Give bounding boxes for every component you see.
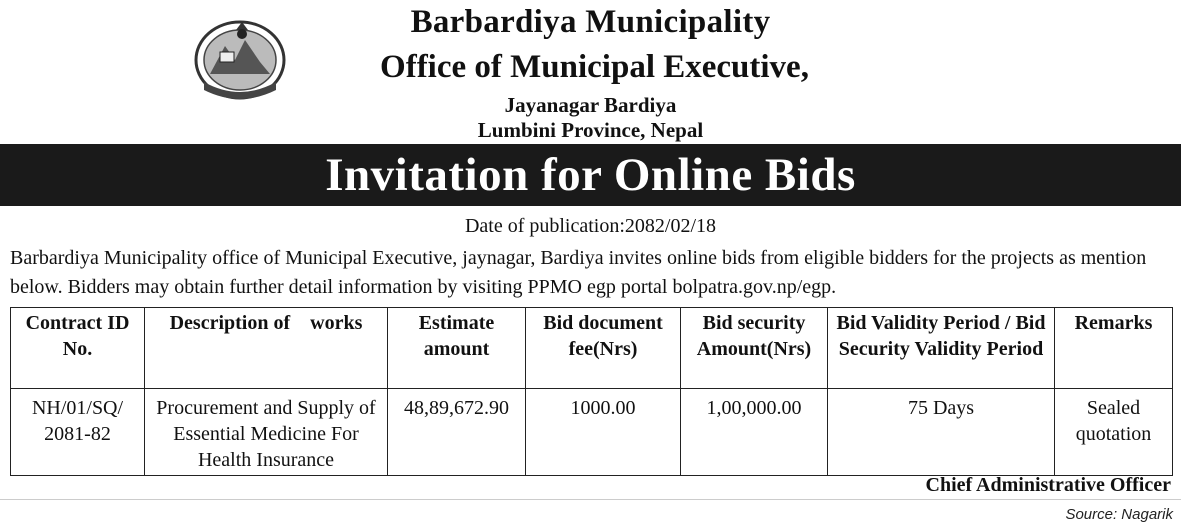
office-province: Lumbini Province, Nepal [477, 118, 704, 142]
cell-description: Procurement and Supply of Essential Medicine For Health Insurance [145, 389, 388, 476]
header-validity: Bid Validity Period / Bid Security Validity Period [828, 308, 1055, 389]
header-bid-security: Bid security Amount(Nrs) [681, 308, 828, 389]
table-header-row [11, 308, 1173, 389]
publication-date: Date of publication:2082/02/18 [464, 215, 717, 237]
cell-validity: 75 Days [828, 389, 1055, 476]
table-row [11, 389, 1173, 476]
notice-header [0, 0, 1181, 143]
footer-divider [0, 499, 1181, 500]
office-name: Office of Municipal Executive, [380, 49, 809, 85]
notice-title-banner: Invitation for Online Bids [0, 144, 1181, 206]
header-remarks: Remarks [1055, 308, 1173, 389]
signatory: Chief Administrative Officer [925, 474, 1171, 496]
header-estimate: Estimate amount [388, 308, 526, 389]
org-name: Barbardiya Municipality [410, 4, 771, 40]
intro-paragraph: Barbardiya Municipality office of Municipal Executive, jaynagar, Bardiya invites online bids from eligible bidders for the projects as mention below. Bidders may obtain further detail information by visiting PPMO egp portal bolpatra.gov.np/egp. [10, 247, 1147, 298]
cell-estimate: 48,89,672.90 [388, 389, 526, 476]
cell-doc-fee: 1000.00 [526, 389, 681, 476]
bids-table [10, 307, 1173, 476]
source-credit: Source: Nagarik [1065, 506, 1173, 523]
header-contract-id: Contract ID No. [11, 308, 145, 389]
cell-contract-id: NH/01/SQ/ 2081-82 [11, 389, 145, 476]
cell-bid-security: 1,00,000.00 [681, 389, 828, 476]
header-description: Description of works [145, 308, 388, 389]
header-doc-fee: Bid document fee(Nrs) [526, 308, 681, 389]
cell-remarks: Sealed quotation [1055, 389, 1173, 476]
office-location: Jayanagar Bardiya [504, 93, 677, 117]
